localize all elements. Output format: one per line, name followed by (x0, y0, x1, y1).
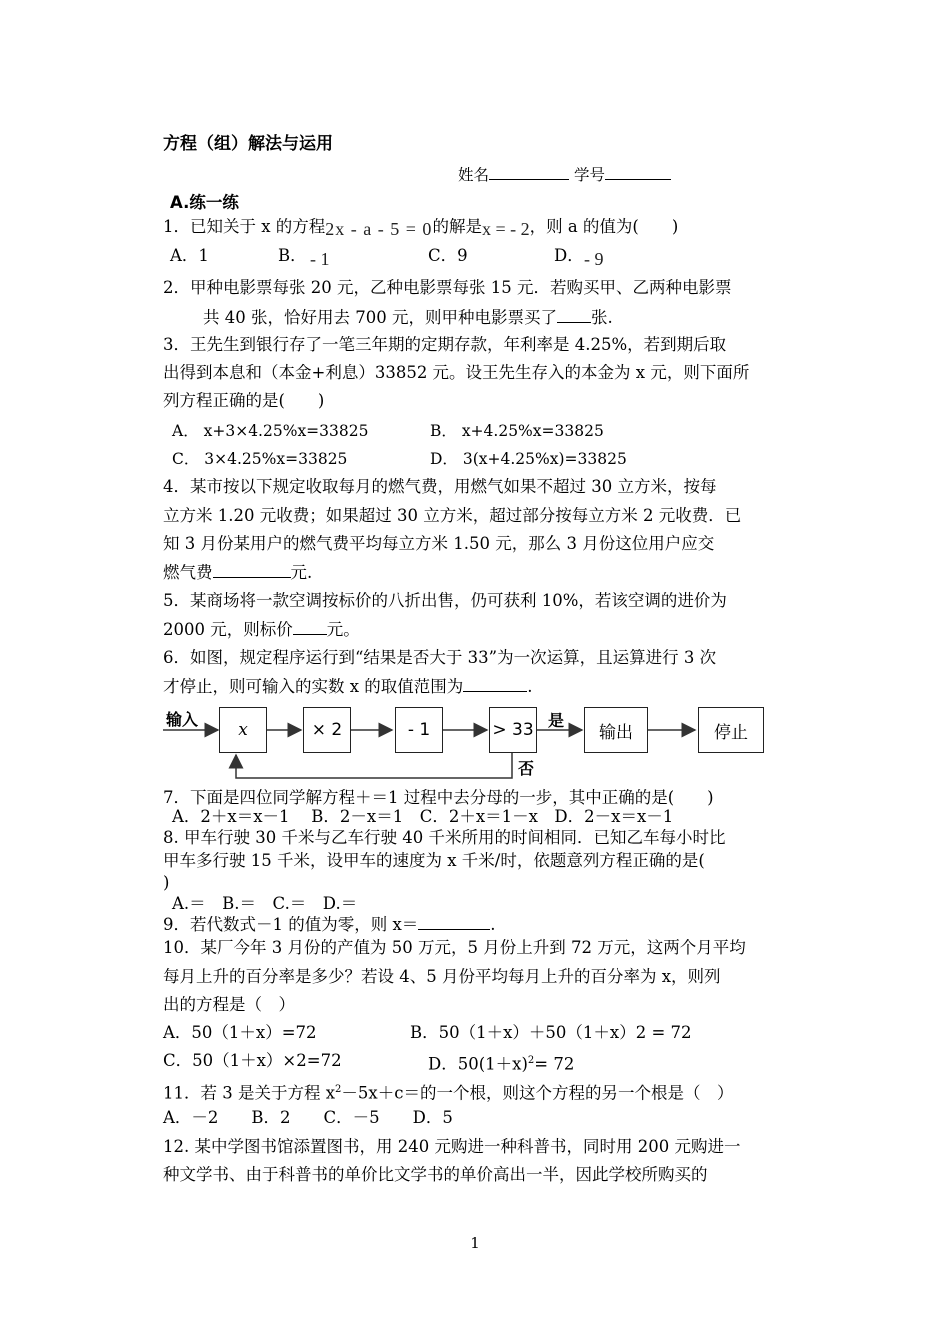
q1-option-d-value: - 9 (584, 249, 604, 269)
page-title: 方程（组）解法与运用 (163, 134, 333, 154)
question-10-line-3: 出的方程是（ ） (163, 995, 295, 1014)
question-8-line-1: 8. 甲车行驶 30 千米与乙车行驶 40 千米所用的时间相同．已知乙车每小时比 (163, 828, 726, 847)
name-label: 姓名 (458, 166, 490, 184)
q1-text-mid: 的解是 (432, 217, 482, 236)
question-12-line-1: 12. 某中学图书馆添置图书，用 240 元购进一种科普书，同时用 200 元购进一 (163, 1137, 741, 1156)
flow-box-stop: 停止 (698, 707, 764, 753)
question-3-line-1: 3．王先生到银行存了一笔三年期的定期存款，年利率是 4.25%，若到期后取 (163, 335, 727, 354)
q10-option-d (428, 1050, 574, 1076)
q1-solution: x = - 2 (481, 219, 530, 239)
q4-text-end: 元. (290, 563, 313, 582)
q11-text-end: －5x＋c＝的一个根，则这个方程的另一个根是（ ） (341, 1083, 734, 1103)
question-8-line-2: 甲车多行驶 15 千米，设甲车的速度为 x 千米/时，依题意列方程正确的是( (163, 851, 705, 870)
question-6-line-1: 6．如图，规定程序运行到“结果是否大于 33”为一次运算，且运算进行 3 次 (163, 648, 717, 667)
id-label: 学号 (573, 166, 605, 184)
question-3-line-2: 出得到本息和（本金+利息）33852 元。设王先生存入的本金为 x 元，则下面所 (163, 363, 750, 382)
q2-text-end: 张. (590, 308, 613, 327)
q11-options: A．－2 B．2 C．－5 D．5 (163, 1108, 453, 1127)
question-11 (163, 1079, 733, 1105)
question-12-line-2: 种文学书、由于科普书的单价比文学书的单价高出一半，因此学校所购买的 (163, 1165, 708, 1184)
q2-text: 共 40 张，恰好用去 700 元，则甲种电影票买了 (203, 308, 557, 327)
flow-no-label: 否 (518, 759, 535, 778)
flow-box-minus-1: - 1 (395, 707, 443, 753)
q1-option-d-label: D． (554, 246, 584, 265)
q1-option-a: A．1 (170, 246, 209, 265)
question-10-line-2: 每月上升的百分率是多少？若设 4、5 月份平均每月上升的百分率为 x，则列 (163, 967, 721, 986)
flow-box-greater-33: > 33 (489, 707, 537, 753)
question-4-line-1: 4．某市按以下规定收取每月的燃气费，用燃气如果不超过 30 立方米，按每 (163, 477, 717, 496)
q1-equation: 2x - a - 5 = 0 (325, 219, 433, 239)
q10-option-b: B．50（1＋x）＋50（1＋x）2 = 72 (410, 1023, 692, 1042)
q9-answer-blank (418, 913, 490, 930)
q6-text: 才停止，则可输入的实数 x 的取值范围为 (163, 677, 464, 696)
q3-option-a: A． x+3×4.25%x=33825 (172, 422, 369, 440)
q1-text: 1．已知关于 x 的方程 (163, 217, 326, 236)
question-7: 7．下面是四位同学解方程＋＝1 过程中去分母的一步，其中正确的是( ) (163, 788, 714, 807)
question-10-line-1: 10．某厂今年 3 月份的产值为 50 万元，5 月份上升到 72 万元，这两个月平均 (163, 938, 746, 957)
q3-option-b: B． x+4.25%x=33825 (430, 422, 604, 440)
q1-option-c: C．9 (428, 246, 468, 265)
question-3-line-3: 列方程正确的是( ) (163, 391, 325, 410)
q11-exponent: 2 (335, 1084, 342, 1095)
q10-option-a: A．50（1＋x）=72 (163, 1023, 317, 1042)
q4-text: 燃气费 (163, 563, 213, 582)
question-4-line-3: 知 3 月份某用户的燃气费平均每立方米 1.50 元，那么 3 月份这位用户应交 (163, 534, 715, 553)
q10-option-d-text: D．50(1＋x) (428, 1054, 528, 1074)
question-8-line-3: ) (163, 873, 170, 892)
section-a-heading: A.练一练 (170, 193, 239, 212)
q6-text-end: . (527, 677, 533, 696)
q7-options: A．2＋x＝x－1 B．2－x＝1 C．2＋x＝1－x D．2－x＝x－1 (172, 807, 674, 826)
q1-text-post: ，则 a 的值为( ) (529, 217, 679, 236)
q10-option-c: C．50（1＋x）×2=72 (163, 1051, 342, 1070)
flow-box-x: x (219, 707, 267, 753)
flow-box-times-2: × 2 (303, 707, 351, 753)
q10-option-d-exponent: 2 (527, 1055, 535, 1066)
q1-option-b-label: B． (278, 246, 307, 265)
q5-text-end: 元。 (326, 620, 360, 639)
q11-text: 11．若 3 是关于方程 x (163, 1083, 336, 1103)
flow-yes-label: 是 (548, 711, 565, 730)
question-2-line-1: 2．甲种电影票每张 20 元，乙种电影票每张 15 元．若购买甲、乙两种电影票 (163, 278, 732, 297)
question-4-line-2: 立方米 1.20 元收费；如果超过 30 立方米，超过部分按每立方米 2 元收费．已 (163, 506, 742, 525)
q1-option-b-value: - 1 (310, 249, 330, 269)
q10-option-d-text-end: = 72 (534, 1054, 575, 1074)
q9-text-end: . (490, 915, 496, 934)
question-9 (163, 913, 496, 936)
q8-options: A.＝ B.＝ C.＝ D.＝ (172, 894, 358, 913)
flow-input-label: 输入 (166, 710, 199, 729)
q3-option-d: D． 3(x+4.25%x)=33825 (430, 450, 627, 468)
q3-option-c: C． 3×4.25%x=33825 (172, 450, 348, 468)
page-number: 1 (470, 1234, 480, 1252)
flow-box-output: 输出 (584, 707, 648, 753)
question-5-line-1: 5．某商场将一款空调按标价的八折出售，仍可获利 10%，若该空调的进价为 (163, 591, 727, 610)
q5-text: 2000 元，则标价 (163, 620, 293, 639)
q9-text: 9．若代数式－1 的值为零，则 x＝ (163, 915, 419, 934)
